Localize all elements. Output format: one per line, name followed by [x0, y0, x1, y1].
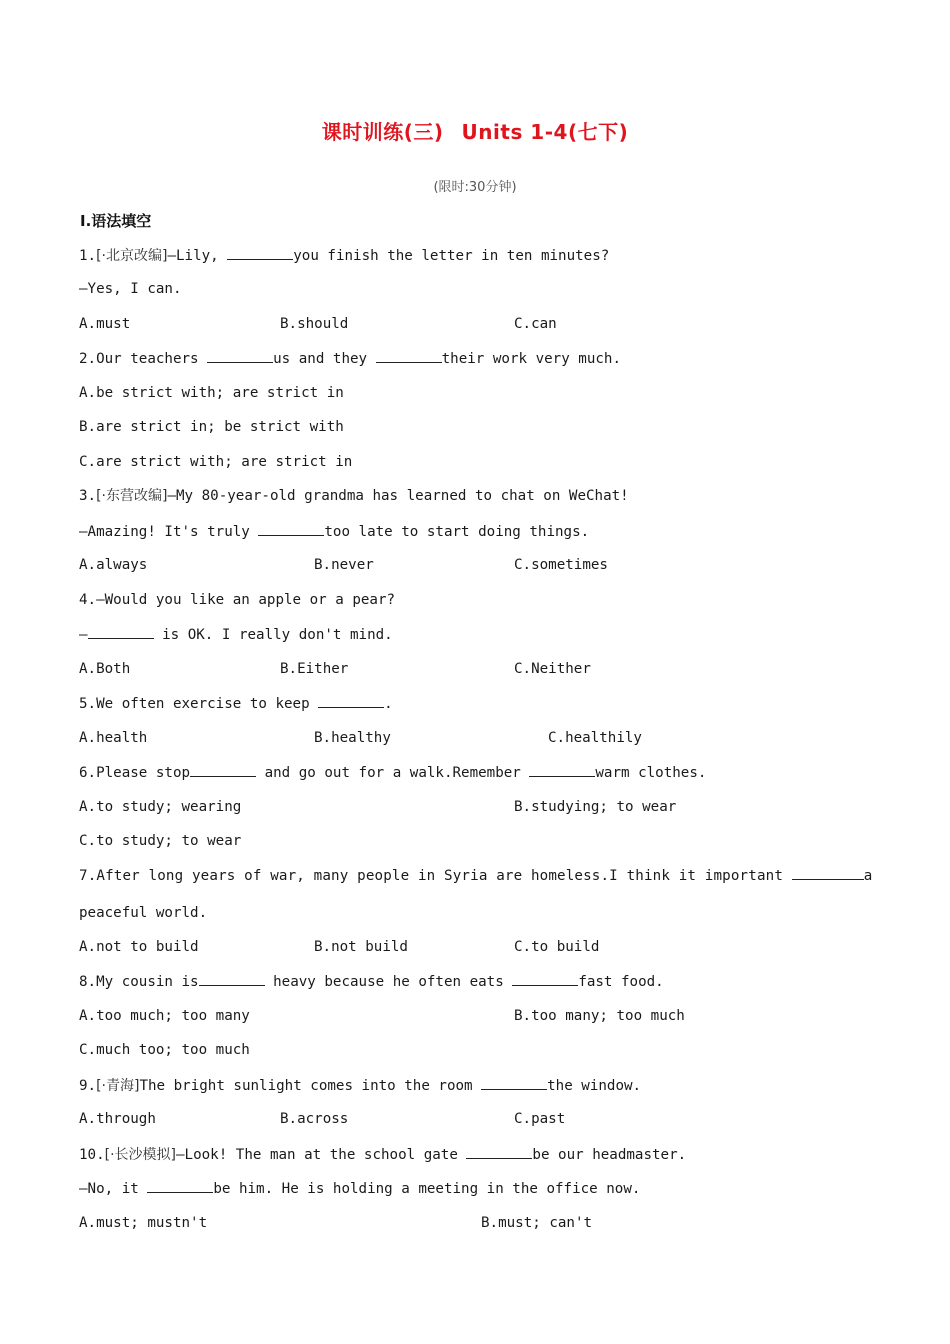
option-c[interactable]: C.can	[514, 316, 557, 332]
option-c[interactable]: C.Neither	[514, 661, 591, 677]
option-c[interactable]: C.much too; too much	[79, 1042, 250, 1058]
option-c[interactable]: C.sometimes	[514, 557, 608, 573]
option-a[interactable]: A.must; mustn't	[79, 1215, 208, 1231]
option-b[interactable]: B.must; can't	[481, 1215, 593, 1231]
page-title	[0, 116, 950, 145]
question-6: 6.Please stop and go out for a walk.Remember warm clothes.	[79, 762, 706, 783]
question-source: [·青海]	[96, 1078, 140, 1094]
question-source: [·长沙模拟]	[104, 1147, 176, 1163]
title-units: Units 1-4(七下)	[461, 120, 629, 144]
question-1: 1.[·北京改编]—Lily, you finish the letter in ten minutes?	[79, 245, 609, 266]
question-source: [·北京改编]	[96, 248, 168, 264]
answer-blank[interactable]	[466, 1144, 532, 1159]
question-9: 9.[·青海]The bright sunlight comes into the room the window.	[79, 1075, 641, 1096]
title-main: 课时训练(三)	[321, 120, 444, 144]
answer-blank[interactable]	[190, 762, 256, 777]
option-a[interactable]: A.health	[79, 730, 148, 746]
question-5: 5.We often exercise to keep .	[79, 693, 393, 714]
time-limit: (限时:30分钟)	[433, 180, 517, 195]
question-10-reply: —No, it be him. He is holding a meeting in the office now.	[79, 1178, 640, 1199]
answer-blank[interactable]	[147, 1178, 213, 1193]
option-b[interactable]: B.healthy	[314, 730, 391, 746]
option-a[interactable]: A.through	[79, 1111, 156, 1127]
option-a[interactable]: A.Both	[79, 661, 131, 677]
question-7-continued: peaceful world.	[79, 905, 208, 921]
question-1-reply: —Yes, I can.	[79, 281, 182, 297]
answer-blank[interactable]	[88, 624, 154, 639]
option-b[interactable]: B.studying; to wear	[514, 799, 677, 815]
question-4: 4.—Would you like an apple or a pear?	[79, 592, 396, 608]
option-a[interactable]: A.must	[79, 316, 131, 332]
question-10: 10.[·长沙模拟]—Look! The man at the school gate be our headmaster.	[79, 1144, 686, 1165]
option-c[interactable]: C.are strict with; are strict in	[79, 454, 353, 470]
question-3-reply: —Amazing! It's truly too late to start doing things.	[79, 521, 589, 542]
option-b[interactable]: B.not build	[314, 939, 408, 955]
answer-blank[interactable]	[318, 693, 384, 708]
answer-blank[interactable]	[376, 348, 442, 363]
option-b[interactable]: B.Either	[280, 661, 349, 677]
option-c[interactable]: C.past	[514, 1111, 566, 1127]
answer-blank[interactable]	[227, 245, 293, 260]
option-c[interactable]: C.healthily	[548, 730, 642, 746]
option-a[interactable]: A.too much; too many	[79, 1008, 250, 1024]
question-source: [·东营改编]	[96, 488, 168, 504]
answer-blank[interactable]	[481, 1075, 547, 1090]
option-b[interactable]: B.are strict in; be strict with	[79, 419, 344, 435]
option-a[interactable]: A.be strict with; are strict in	[79, 385, 344, 401]
option-b[interactable]: B.should	[280, 316, 349, 332]
answer-blank[interactable]	[199, 971, 265, 986]
question-3: 3.[·东营改编]—My 80-year-old grandma has learned to chat on WeChat!	[79, 488, 629, 504]
option-a[interactable]: A.not to build	[79, 939, 199, 955]
answer-blank[interactable]	[529, 762, 595, 777]
question-8: 8.My cousin is heavy because he often eats fast food.	[79, 971, 664, 992]
answer-blank[interactable]	[258, 521, 324, 536]
option-a[interactable]: A.to study; wearing	[79, 799, 242, 815]
option-b[interactable]: B.never	[314, 557, 374, 573]
option-b[interactable]: B.across	[280, 1111, 349, 1127]
question-7: 7.After long years of war, many people in Syria are homeless.I think it important a	[79, 865, 872, 886]
answer-blank[interactable]	[207, 348, 273, 363]
option-c[interactable]: C.to build	[514, 939, 600, 955]
option-b[interactable]: B.too many; too much	[514, 1008, 685, 1024]
answer-blank[interactable]	[792, 865, 864, 880]
question-2: 2.Our teachers us and they their work very much.	[79, 348, 621, 369]
section-heading: Ⅰ.语法填空	[80, 212, 152, 230]
question-4-reply: — is OK. I really don't mind.	[79, 624, 393, 645]
option-c[interactable]: C.to study; to wear	[79, 833, 242, 849]
answer-blank[interactable]	[512, 971, 578, 986]
option-a[interactable]: A.always	[79, 557, 148, 573]
